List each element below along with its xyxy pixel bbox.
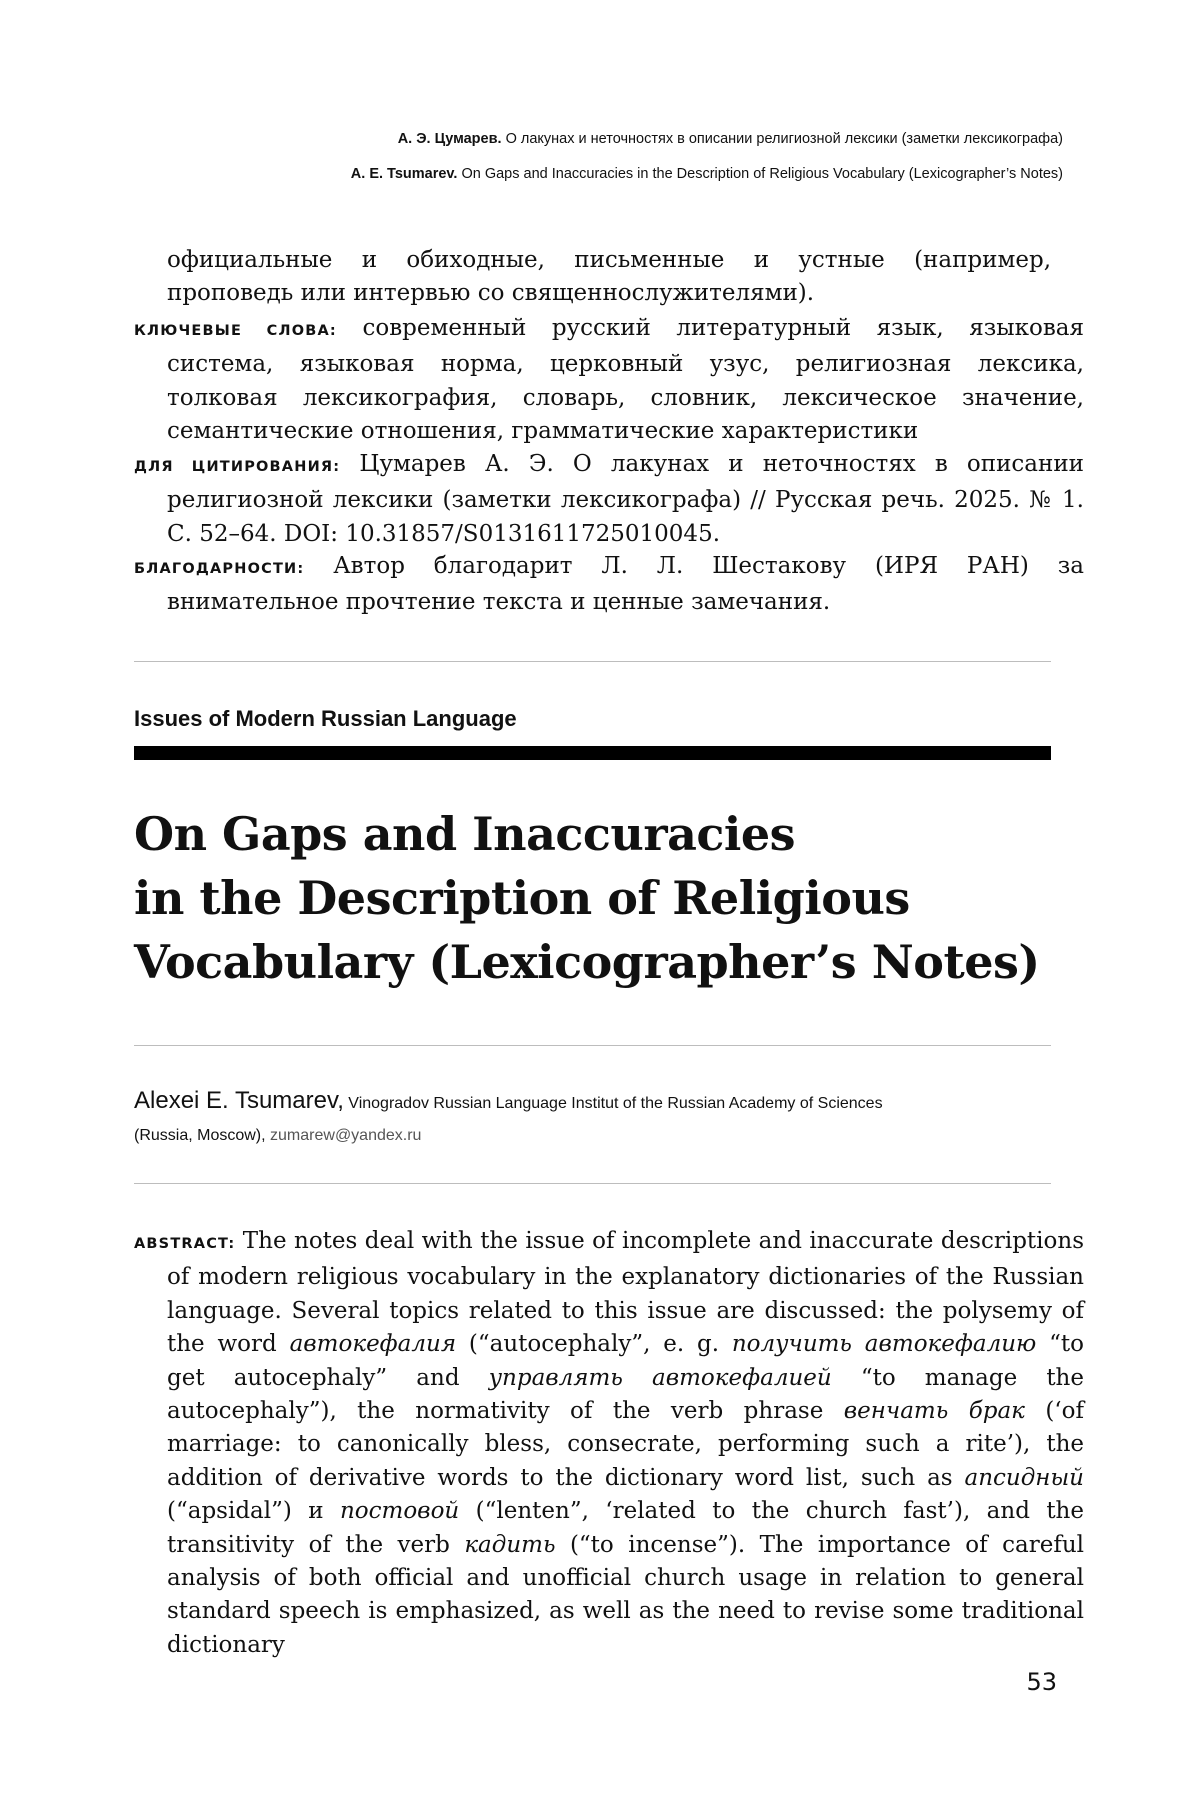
running-header-en-author: A. E. Tsumarev. (350, 166, 458, 182)
abstract-term: получить автокефалию (731, 1331, 1037, 1358)
abstract-term: постовой (339, 1498, 460, 1525)
abstract-text: (“apsidal”) и (167, 1498, 340, 1525)
article-title (134, 802, 1051, 994)
divider (134, 1183, 1051, 1184)
abstract-text: (“autocephaly”, e. g. (456, 1331, 732, 1358)
abstract-term: кадить (464, 1531, 556, 1558)
running-header-ru-author: А. Э. Цумарев. (397, 131, 502, 147)
title-line: Vocabulary (Lexicographer’s Notes) (134, 935, 1040, 989)
divider (134, 661, 1051, 662)
citation-ru (134, 448, 1084, 551)
abstract-text: (“lenten”, ‘related to the church fast’), and the transitivity of the verb (167, 1498, 1084, 1558)
running-header-ru-title: О лакунах и неточностях в описании религиозной лексики (заметки лексикографа) (501, 131, 1063, 147)
acknowledgements-ru (134, 550, 1084, 620)
running-header-en (351, 166, 1063, 182)
russian-abstract-continuation: официальные и обиходные, письменные и устные (например, проповедь или интервью со священнослужителями). (167, 247, 1051, 307)
title-line: in the Description of Religious (134, 871, 910, 925)
citation-text: Цумарев А. Э. О лакунах и неточностях в описании религиозной лексики (заметки лексикографа) // Русская речь. 2025. № 1. С. 52–64. DOI: 10.31857/S0131611725010045. (167, 451, 1084, 547)
author-name: Alexei E. Tsumarev, (134, 1087, 344, 1114)
abstract-term: апсидный (964, 1464, 1084, 1491)
abstract-text: (‘of marriage: to canonically bless, consecrate, performing such a rite’), the addition of derivative words to the dictionary word list, such as (167, 1398, 1084, 1491)
section-heading: Issues of Modern Russian Language (134, 706, 517, 731)
abstract-en (134, 1225, 1084, 1662)
author-block (134, 1085, 1051, 1152)
abstract-label: ABSTRACT: (134, 1236, 236, 1252)
abstract-text: “to manage the autocephaly”), the normativity of the verb phrase (167, 1364, 1084, 1425)
abstract-term: автокефалия (289, 1331, 457, 1358)
running-header-en-title: On Gaps and Inaccuracies in the Description of Religious Vocabulary (Lexicographer’s Notes) (457, 166, 1063, 182)
title-line: On Gaps and Inaccuracies (134, 807, 796, 861)
divider (134, 1045, 1051, 1046)
citation-label: ДЛЯ ЦИТИРОВАНИЯ: (134, 459, 341, 475)
running-header-ru (398, 131, 1063, 147)
abstract-term: управлять автокефалией (488, 1364, 832, 1391)
heading-rule (134, 746, 1051, 760)
keywords-text: современный русский литературный язык, языковая система, языковая норма, церковный узус, религиозная лексика, толковая лексикография, словарь, словник, лексическое значение, семантические отношения, грамматические характеристики (167, 315, 1085, 445)
keywords-ru (134, 312, 1084, 449)
abstract-term: венчать брак (843, 1398, 1025, 1425)
acknowledgements-label: БЛАГОДАРНОСТИ: (134, 561, 305, 577)
author-location: (Russia, Moscow), (134, 1127, 271, 1144)
acknowledgements-text: Автор благодарит Л. Л. Шестакову (ИРЯ РАН) за внимательное прочтение текста и ценные замечания. (167, 553, 1084, 616)
author-email-link[interactable]: zumarew@yandex.ru (270, 1127, 422, 1144)
abstract-text: The notes deal with the issue of incomplete and inaccurate descriptions of modern religious vocabulary in the explanatory dictionaries of the Russian language. Several topics related to this issue are discussed: the polysemy of the word (167, 1228, 1084, 1358)
abstract-text: “to get autocephaly” and (167, 1331, 1084, 1391)
abstract-text: (“to incense”). The importance of careful analysis of both official and unofficial church usage in relation to general standard speech is emphasized, as well as the need to revise some traditional dictionary (167, 1531, 1085, 1658)
keywords-label: КЛЮЧЕВЫЕ СЛОВА: (134, 323, 337, 339)
author-affiliation: Vinogradov Russian Language Institut of the Russian Academy of Sciences (343, 1095, 883, 1112)
page-number: 53 (1026, 1668, 1057, 1696)
